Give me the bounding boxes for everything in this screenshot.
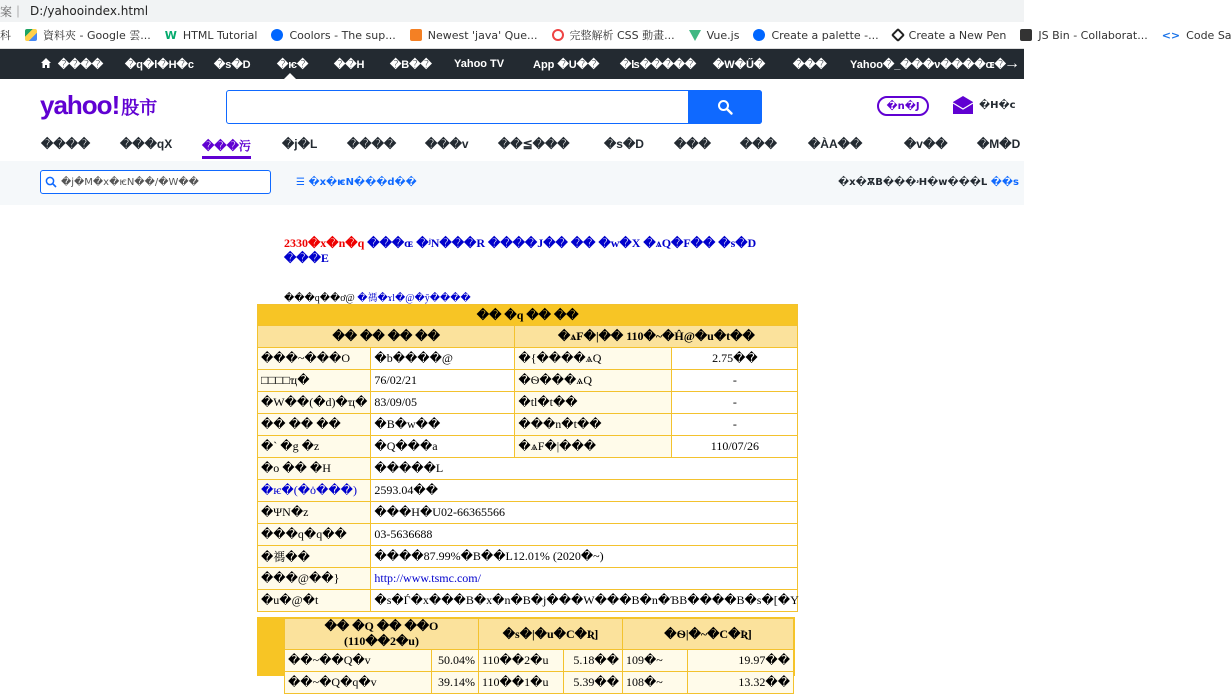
codepen-icon <box>891 28 905 42</box>
arrow-right-icon[interactable]: → <box>1004 55 1020 72</box>
search-icon <box>717 99 733 115</box>
stock-code-lookup-link[interactable]: ☰ �x�ѥN���d�� <box>296 177 417 188</box>
yahoo-logo[interactable]: yahoo! 股市 <box>40 90 158 120</box>
mail-link[interactable] <box>953 96 1016 114</box>
profitability-table <box>284 618 794 694</box>
search-button[interactable] <box>688 90 762 124</box>
blog-icon <box>552 29 564 41</box>
coolors-icon <box>753 29 765 41</box>
subnav-item[interactable]: ���v <box>425 137 469 151</box>
stock-headline <box>284 236 784 266</box>
table-row: ���~���O �b����@ �{����ѧQ 2.75�� <box>258 348 798 370</box>
table-row: ���@��} http://www.tsmc.com/ <box>258 568 798 590</box>
topbar-item[interactable]: �q�l�H�c <box>125 59 194 71</box>
url-text[interactable]: D:/yahooindex.html <box>30 4 149 18</box>
company-info-table <box>257 304 798 612</box>
table-row: ���q�q�� 03-5636688 <box>258 524 798 546</box>
subnav-item[interactable]: ���� <box>347 137 397 151</box>
subnav-item-active[interactable]: ���污 <box>202 137 251 159</box>
search-input[interactable] <box>226 90 762 124</box>
bookmark-item[interactable]: W HTML Tutorial <box>164 28 258 42</box>
table-header-row: �� �Q �� ��O (110��2�u) �s�|�u�C�Ʀ] �Ѳ|�~�C�Ʀ] <box>285 619 794 650</box>
home-icon[interactable] <box>41 58 51 71</box>
subnav-item[interactable]: ���qX <box>120 137 173 151</box>
topbar-item[interactable]: ���� <box>58 59 104 71</box>
topbar-item[interactable]: Yahoo TV <box>454 58 505 70</box>
bookmark-item[interactable]: Create a New Pen <box>893 29 1007 42</box>
yahoo-top-bar <box>0 49 1024 79</box>
subnav-item[interactable]: ��� <box>674 137 711 151</box>
jsbin-icon <box>1020 29 1032 41</box>
bookmark-item[interactable]: JS Bin - Collaborat... <box>1020 29 1147 42</box>
bookmark-item[interactable]: Vue.js <box>689 29 740 42</box>
stock-tabs-links[interactable]: ���ɶ �ʲN���R ����J�� �� �w�X �ѧQ�F�� �s�D ���E <box>284 236 757 265</box>
bookmark-item[interactable]: Create a palette -... <box>753 29 878 42</box>
subnav-item[interactable]: �j�L <box>282 137 318 151</box>
bookmarks-bar <box>0 22 1232 49</box>
quote-search-input[interactable] <box>40 170 271 194</box>
stock-subnav <box>0 134 1024 158</box>
bookmark-item[interactable]: Coolors - The sup... <box>271 29 395 42</box>
stock-name: 2330�x�n�q <box>284 236 365 250</box>
topbar-item[interactable]: �B�� <box>390 59 432 71</box>
address-lead: 案｜ <box>0 4 25 19</box>
table-row: �ˋ �g �z �Q���a �ѧF�|��� 110/07/26 <box>258 436 798 458</box>
list-icon: ☰ <box>296 177 309 188</box>
bookmark-item[interactable]: 科 <box>0 29 11 42</box>
vue-icon <box>689 30 701 41</box>
topbar-item-active[interactable]: �ѥ� <box>277 59 309 71</box>
table-row: �ѥ�(�ȯ���) 2593.04�� <box>258 480 798 502</box>
coolors-icon <box>271 29 283 41</box>
address-bar[interactable] <box>0 0 1024 22</box>
mail-label: �H�c <box>979 99 1016 111</box>
table-row: �W��(�d)�ҵ� 83/09/05 �tl�t�� - <box>258 392 798 414</box>
table-row: �o �� �H �����L <box>258 458 798 480</box>
source-label: ���q��ơ@ <box>284 293 355 304</box>
active-tab-marker <box>284 73 296 79</box>
bookmark-item[interactable]: <> Code Sa <box>1161 28 1232 42</box>
subnav-item[interactable]: �ÀA�� <box>808 137 863 151</box>
strip-right <box>838 177 1019 188</box>
table-row: �ΨN�z ���H�U02-66365566 <box>258 502 798 524</box>
bookmark-item[interactable]: 資料夾 - Google 雲... <box>25 27 151 43</box>
subnav-item[interactable]: ��≦��� <box>498 137 570 151</box>
col-header: �ѧF�|�� 110�~�Ĥ@�u�t�� <box>515 326 798 348</box>
code-icon: <> <box>1161 29 1181 42</box>
source-link[interactable]: �禡�ɤl�@�ӯ���� <box>357 293 471 304</box>
mail-icon <box>953 96 973 114</box>
table-title: �� �q �� �� <box>258 305 798 326</box>
subnav-item[interactable]: ��� <box>740 137 777 151</box>
quote-search-placeholder: �j�M�x�ѥN��/�W�� <box>61 176 199 188</box>
subnav-item[interactable]: �v�� <box>904 137 948 151</box>
table-row: ��~��Q�v 50.04% 110��2�u 5.18�� 109�~ 19.97�� <box>285 650 794 672</box>
search-icon <box>45 176 57 188</box>
topbar-item[interactable]: ��� <box>793 59 827 71</box>
topbar-item[interactable]: �W�Ű� <box>713 59 766 71</box>
table-row: □□□□ҵ� 76/02/21 �Ѳ���ѧQ - <box>258 370 798 392</box>
subnav-item[interactable]: �M�D <box>977 137 1021 151</box>
topbar-item[interactable]: App �U�� <box>533 59 600 71</box>
topbar-item[interactable]: ��H <box>334 59 365 71</box>
col-header: �� �� �� �� <box>258 326 515 348</box>
capital-link[interactable]: �ѥ�(�ȯ���) <box>261 483 357 497</box>
strip-right-text: �x�ѪB���ۥH�w���L <box>838 177 988 188</box>
table-row: ��~�Q�q�v 39.14% 110��1�u 5.39�� 108�~ 13.32�� <box>285 672 794 694</box>
source-line <box>284 289 471 304</box>
table-row: �u�@�t �s�Ѓ�x���B�x�n�B�j���W���B�n�ƁB����B�s�[�Y <box>258 590 798 612</box>
topbar-item[interactable]: Yahoo�_���ν����ɶ� <box>850 59 1006 71</box>
topbar-item[interactable]: �s�D <box>214 59 251 71</box>
table-row: �� �� �� �B�w�� ���n�t�� - <box>258 414 798 436</box>
google-drive-icon <box>25 29 37 41</box>
strip-right-link[interactable]: ��s <box>990 177 1019 188</box>
login-button[interactable]: �n�J <box>877 96 929 116</box>
subnav-item[interactable]: �s�D <box>604 137 644 151</box>
topbar-item[interactable]: �ʪ����� <box>620 59 697 71</box>
bookmark-item[interactable]: Newest 'java' Que... <box>410 29 538 42</box>
company-website-link[interactable]: http://www.tsmc.com/ <box>374 571 481 585</box>
profitability-section <box>257 617 795 689</box>
w3schools-icon: W <box>164 29 177 42</box>
bookmark-item[interactable]: 完整解析 CSS 動畫... <box>552 27 675 43</box>
table-row: �禡�� ����87.99%�B��L12.01% (2020�~) <box>258 546 798 568</box>
subnav-item[interactable]: ���� <box>41 137 91 151</box>
stackoverflow-icon <box>410 29 422 41</box>
